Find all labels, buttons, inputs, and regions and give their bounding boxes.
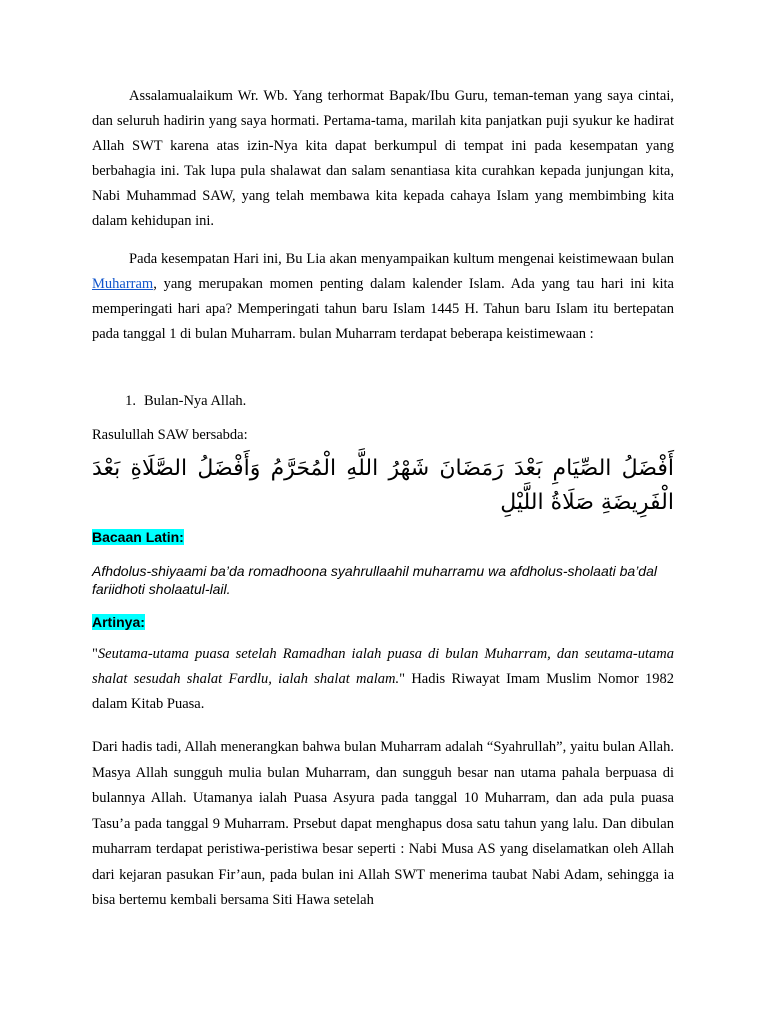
- artinya-heading: [92, 613, 674, 632]
- intro-paragraph: [92, 247, 674, 347]
- arabic-hadith: [92, 452, 674, 520]
- hadith-intro: Rasulullah SAW bersabda:: [92, 427, 248, 443]
- paragraph-text: , yang merupakan momen penting dalam kalender Islam. Ada yang tau hari ini kita memperingati hari apa? Memperingati tahun baru Islam 1445 H. Tahun baru Islam itu bertepatan pada tanggal 1 di bulan Muharram. bulan Muharram terdapat beberapa keistimewaan :: [92, 276, 674, 342]
- translation-italic: Seutama-utama puasa setelah Ramadhan ialah puasa di bulan Muharram, dan seutama-utama shalat sesudah shalat Fardlu, ialah shalat malam.: [92, 646, 674, 687]
- explanation-paragraph: [92, 735, 674, 914]
- list-item-text: Bulan-Nya Allah.: [144, 393, 247, 409]
- arabic-text: أَفْضَلُ الصِّيَامِ بَعْدَ رَمَضَانَ شَهْرُ اللَّهِ الْمُحَرَّمُ وَأَفْضَلُ الصَّلَاةِ بَعْدَ الْفَرِيضَةِ صَلَاةُ اللَّيْلِ: [92, 456, 674, 515]
- translation-paragraph: [92, 642, 674, 717]
- latin-heading: [92, 528, 674, 547]
- list-number: 1.: [125, 393, 136, 409]
- artinya-heading-label: Artinya:: [92, 614, 145, 630]
- list-item: [112, 389, 512, 414]
- paragraph-text: Assalamualaikum Wr. Wb. Yang terhormat Bapak/Ibu Guru, teman-teman yang saya cintai, dan seluruh hadirin yang saya hormati. Pertama-tama, marilah kita panjatkan puji syukur ke hadirat Allah SWT karena atas izin-Nya kita dapat berkumpul di tempat ini pada kesempatan yang berbahagia ini. Tak lupa pula shalawat dan salam senantiasa kita curahkan kepada junjungan kita, Nabi Muhammad SAW, yang telah membawa kita kepada cahaya Islam yang membimbing kita dalam kehidupan ini.: [92, 88, 674, 229]
- paragraph-text: Dari hadis tadi, Allah menerangkan bahwa bulan Muharram adalah “Syahrullah”, yaitu bulan Allah. Masya Allah sungguh mulia bulan Muharram, dan sungguh besar nan utama pahala berpuasa di bulannya Allah. Utamanya ialah Puasa Asyura pada tanggal 10 Muharram, dan ada pula puasa Tasu’a pada tanggal 9 Muharram. Prsebut dapat menghapus dosa satu tahun yang lalu. Dan dibulan muharram terdapat peristiwa-peristiwa besar seperti : Nabi Musa AS yang diselamatkan oleh Allah dari kejaran pasukan Fir’aun, pada bulan ini Allah SWT menerima taubat Nabi Adam, sehingga ia bisa bertemu kembali bersama Siti Hawa setelah: [92, 739, 674, 908]
- latin-reading: [92, 562, 674, 598]
- latin-heading-label: Bacaan Latin:: [92, 529, 184, 545]
- opening-paragraph: [92, 84, 674, 234]
- translation-source: " Hadis Riwayat Imam Muslim Nomor 1982 dalam Kitab Puasa.: [92, 671, 674, 712]
- paragraph-text: Pada kesempatan Hari ini, Bu Lia akan menyampaikan kultum mengenai keistimewaan bulan: [129, 251, 674, 267]
- open-quote: ": [92, 646, 98, 662]
- muharram-link[interactable]: Muharram: [92, 276, 154, 292]
- latin-text: Afhdolus-shiyaami ba’da romadhoona syahrullaahil muharramu wa afdholus-sholaati ba’dal fariidhoti sholaatul-lail.: [92, 563, 657, 597]
